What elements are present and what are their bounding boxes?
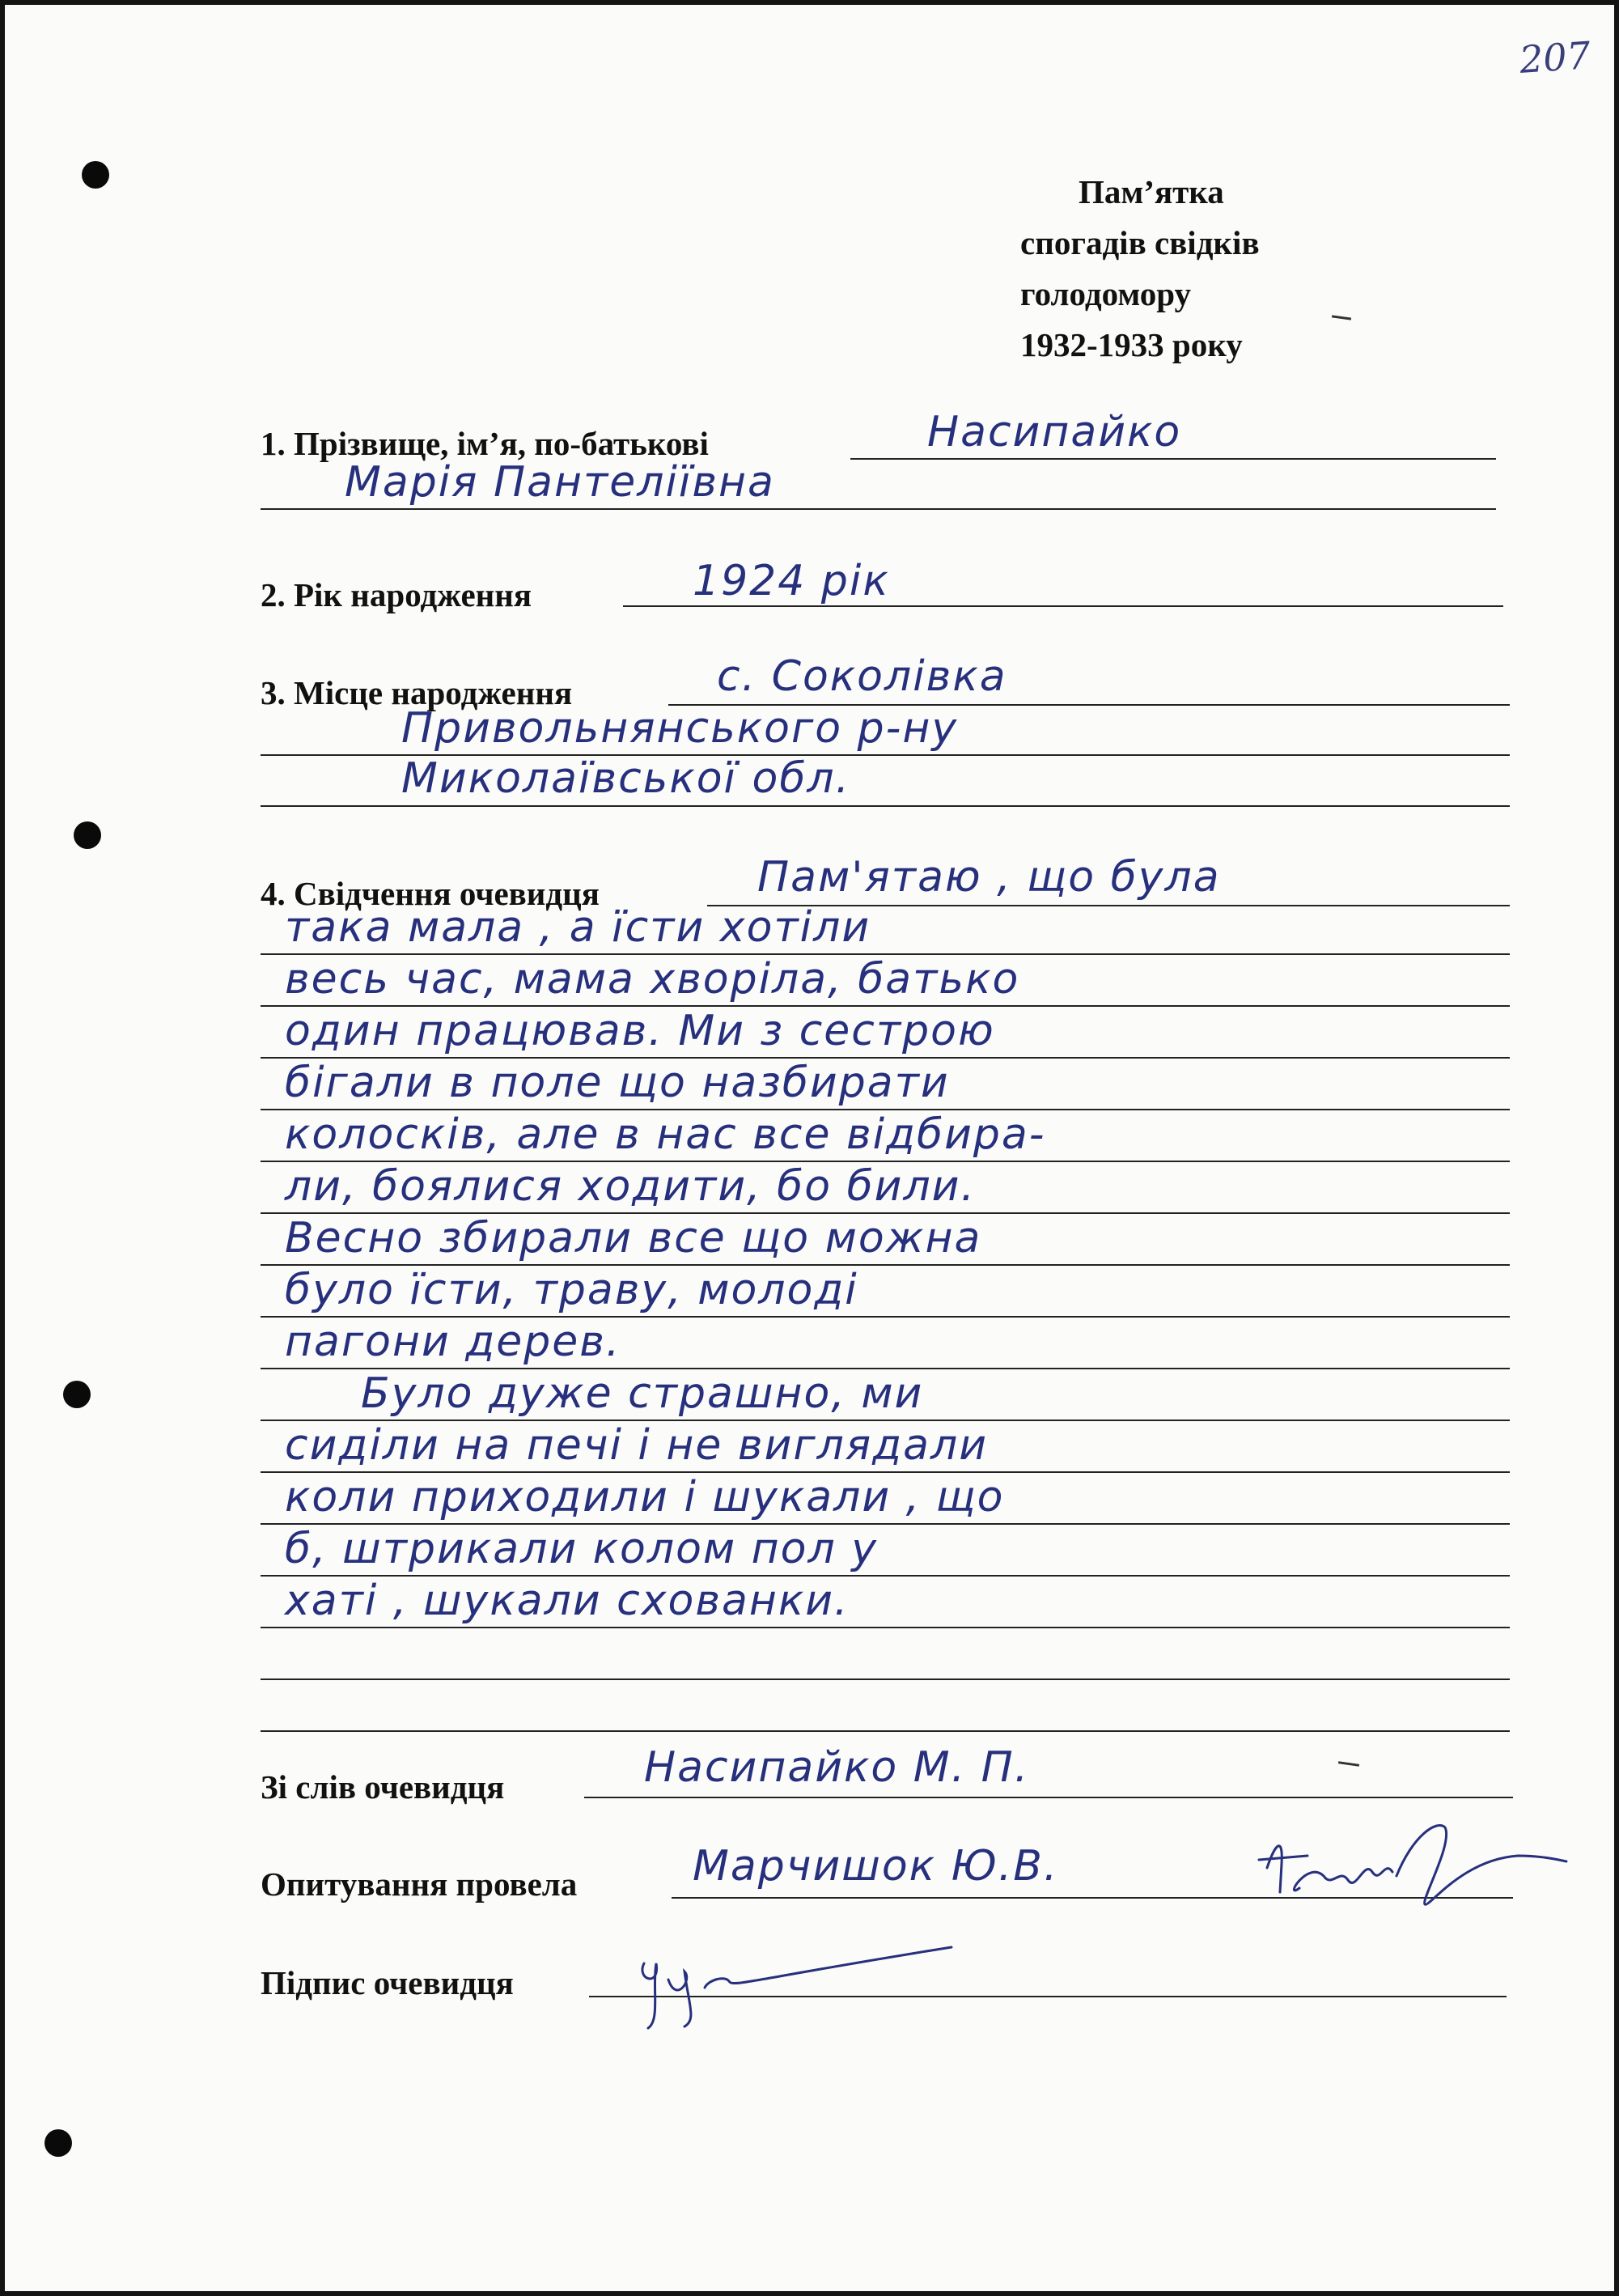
title-line: спогадів свідків (1020, 224, 1260, 261)
page-number: 207 (1518, 33, 1592, 82)
eyewitness-signature (628, 1931, 968, 2036)
testimony-handwriting: ли, боялися ходити, бо били. (285, 1162, 977, 1211)
pen-mark (1332, 315, 1351, 320)
title-line: 1932-1933 року (1020, 326, 1243, 363)
testimony-handwriting: Весно збирали все що можна (285, 1214, 982, 1263)
testimony-handwriting: весь час, мама хворіла, батько (285, 955, 1020, 1004)
birth-year-handwriting: 1924 рік (693, 557, 890, 605)
interviewer-signature (1251, 1811, 1574, 1925)
surname-label: 1. Прізвище, ім’я, по-батькові (261, 425, 709, 462)
document-title (1020, 167, 1260, 371)
punch-hole (45, 2129, 72, 2157)
birthplace-label: 3. Місце народження (261, 674, 573, 711)
title-line: Пам’ятка (1079, 173, 1224, 210)
eyewitness-signature-label: Підпис очевидця (261, 1964, 514, 2001)
name-patronymic-handwriting: Марія Пантеліївна (345, 458, 775, 507)
testimony-line (261, 1678, 1510, 1680)
from-words-handwriting: Насипайко М. П. (644, 1743, 1030, 1792)
testimony-handwriting: бігали в поле що назбирати (285, 1059, 950, 1107)
birthplace-line-3 (261, 805, 1510, 807)
testimony-handwriting: колосків, але в нас все відбира- (285, 1110, 1046, 1159)
testimony-handwriting: пагони дерев. (285, 1318, 621, 1366)
surname-line-2 (261, 508, 1496, 510)
document-page (5, 5, 1614, 2291)
punch-hole (63, 1381, 91, 1408)
testimony-handwriting: така мала , а їсти хотіли (285, 903, 871, 952)
surname-line (850, 458, 1496, 460)
birth-year-line (623, 605, 1503, 607)
testimony-handwriting: хаті , шукали схованки. (285, 1577, 850, 1625)
birthplace-handwriting: Привольнянського р-ну (401, 704, 959, 753)
testimony-handwriting: один працював. Ми з сестрою (285, 1007, 995, 1055)
from-words-line (584, 1797, 1513, 1798)
birthplace-handwriting: с. Соколівка (717, 652, 1007, 701)
testimony-handwriting: Було дуже страшно, ми (361, 1369, 924, 1418)
testimony-label: 4. Свідчення очевидця (261, 875, 600, 912)
title-line: голодомору (1020, 275, 1191, 312)
testimony-handwriting: б, штрикали колом пол у (285, 1525, 879, 1573)
birth-year-label: 2. Рік народження (261, 576, 532, 613)
punch-hole (82, 161, 109, 189)
interviewer-handwriting: Марчишок Ю.В. (693, 1842, 1059, 1891)
surname-handwriting: Насипайко (927, 408, 1182, 456)
testimony-line (261, 1627, 1510, 1628)
punch-hole (74, 821, 101, 849)
birthplace-handwriting: Миколаївської обл. (401, 754, 851, 803)
testimony-line (261, 1730, 1510, 1732)
interviewer-label: Опитування провела (261, 1865, 578, 1903)
testimony-handwriting: Пам'ятаю , що була (757, 853, 1221, 902)
from-words-label: Зі слів очевидця (261, 1768, 505, 1806)
testimony-handwriting: сиділи на печі і не виглядали (285, 1421, 989, 1470)
testimony-handwriting: коли приходили і шукали , що (285, 1473, 1005, 1521)
pen-mark (1338, 1761, 1359, 1767)
testimony-handwriting: було їсти, траву, молоді (285, 1266, 858, 1314)
